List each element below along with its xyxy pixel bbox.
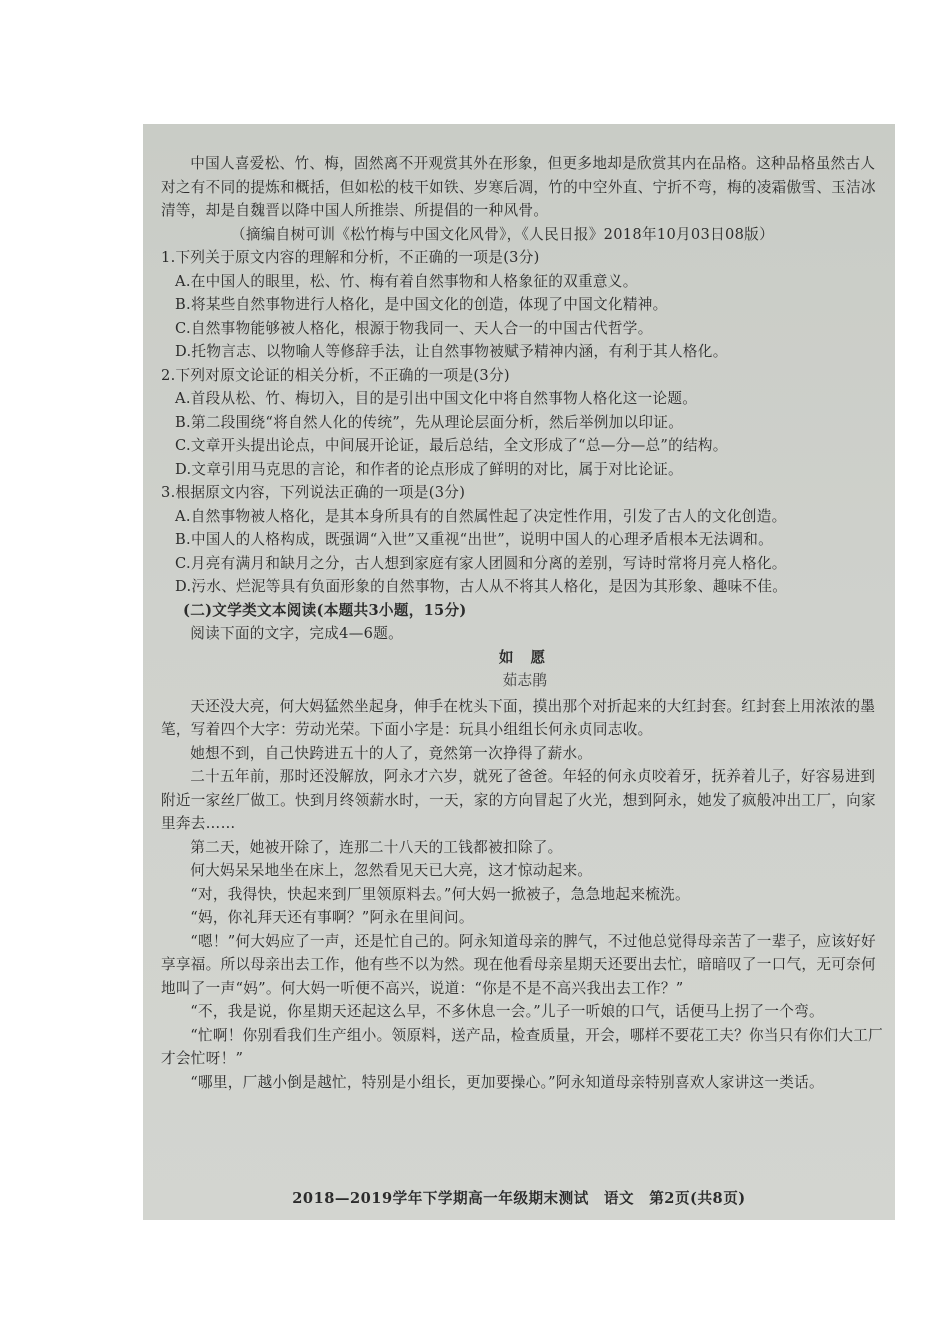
page-footer: 2018—2019学年下学期高一年级期末测试 语文 第2页(共8页) bbox=[292, 1190, 746, 1207]
question-1-option-b: B.将某些自然事物进行人格化，是中国文化的创造，体现了中国文化精神。 bbox=[175, 296, 668, 313]
passage-paragraph: 中国人喜爱松、竹、梅，固然离不开观赏其外在形象，但更多地却是欣赏其内在品格。这种品格虽然古人对之有不同的提炼和概括，但如松的枝干如铁、岁寒后凋，竹的中空外直、宁折不弯，梅的凌霜傲雪、玉洁冰清等，却是自魏晋以降中国人所推崇、所提倡的一种风骨。 bbox=[161, 155, 876, 219]
question-3-option-b: B.中国人的人格构成，既强调“入世”又重视“出世”，说明中国人的心理矛盾根本无法调和。 bbox=[175, 531, 774, 548]
story-paragraph: “妈，你礼拜天还有事啊？”阿永在里间问。 bbox=[190, 909, 474, 926]
story-paragraph: 何大妈呆呆地坐在床上，忽然看见天已大亮，这才惊动起来。 bbox=[190, 862, 593, 879]
question-2-option-d: D.文章引用马克思的言论，和作者的论点形成了鲜明的对比，属于对比论证。 bbox=[175, 460, 683, 478]
passage-source: （摘编自树可训《松竹梅与中国文化风骨》，《人民日报》2018年10月03日08版） bbox=[231, 225, 774, 243]
question-2-option-a: A.首段从松、竹、梅切入，目的是引出中国文化中将自然事物人格化这一论题。 bbox=[175, 390, 698, 407]
story-paragraph: “哪里，厂越小倒是越忙，特别是小组长，更加要操心。”阿永知道母亲特别喜欢人家讲这一类话。 bbox=[190, 1073, 824, 1091]
story-paragraph: 天还没大亮，何大妈猛然坐起身，伸手在枕头下面，摸出那个对折起来的大红封套。红封套上用浓浓的墨笔，写着四个大字：劳动光荣。下面小字是：玩具小组组长何永贞同志收。 bbox=[161, 697, 876, 738]
story-paragraph: 二十五年前，那时还没解放，阿永才六岁，就死了爸爸。年轻的何永贞咬着牙，抚养着儿子，好容易进到附近一家丝厂做工。快到月终领薪水时，一天，家的方向冒起了火光，想到阿永，她发了疯般冲出工厂，向家里奔去…… bbox=[161, 768, 876, 832]
story-body bbox=[161, 695, 889, 1095]
question-2-stem: 2.下列对原文论证的相关分析，不正确的一项是(3分) bbox=[161, 366, 510, 384]
story-paragraph: “不，我是说，你星期天还起这么早，不多休息一会。”儿子一听娘的口气，话便马上拐了一个弯。 bbox=[190, 1003, 824, 1020]
story-paragraph: “忙啊！你别看我们生产组小。领原料，送产品，检查质量，开会，哪样不要花工夫？你当只有你们大工厂才会忙呀！” bbox=[161, 1026, 884, 1067]
question-3-stem: 3.根据原文内容，下列说法正确的一项是(3分) bbox=[161, 484, 466, 501]
question-1-option-c: C.自然事物能够被人格化，根源于物我同一、天人合一的中国古代哲学。 bbox=[175, 319, 653, 337]
section-instruction: 阅读下面的文字，完成4—6题。 bbox=[190, 625, 403, 642]
question-3-option-d: D.污水、烂泥等具有负面形象的自然事物，古人从不将其人格化，是因为其形象、趣味不佳。 bbox=[175, 578, 788, 595]
section-heading: (二)文学类文本阅读(本题共3小题，15分) bbox=[183, 601, 467, 619]
scanned-page-photo bbox=[143, 124, 895, 1220]
page-content bbox=[161, 152, 889, 1094]
question-1-option-d: D.托物言志、以物喻人等修辞手法，让自然事物被赋予精神内涵，有利于其人格化。 bbox=[175, 343, 728, 360]
question-3-option-a: A.自然事物被人格化，是其本身所具有的自然属性起了决定性作用，引发了古人的文化创造。 bbox=[175, 507, 787, 525]
story-title: 如 愿 bbox=[498, 648, 552, 666]
question-1-stem: 1.下列关于原文内容的理解和分析，不正确的一项是(3分) bbox=[161, 249, 540, 266]
question-2-option-b: B.第二段围绕“将自然人化的传统”，先从理论层面分析，然后举例加以印证。 bbox=[175, 413, 684, 431]
question-1-option-a: A.在中国人的眼里，松、竹、梅有着自然事物和人格象征的双重意义。 bbox=[175, 272, 638, 290]
story-paragraph: 她想不到，自己快跨进五十的人了，竟然第一次挣得了薪水。 bbox=[190, 744, 593, 762]
question-3-option-c: C.月亮有满月和缺月之分，古人想到家庭有家人团圆和分离的差别，写诗时常将月亮人格化。 bbox=[175, 554, 787, 572]
story-paragraph: 第二天，她被开除了，连那二十八天的工钱都被扣除了。 bbox=[190, 838, 563, 856]
story-paragraph: “对，我得快，快起来到厂里领原料去。”何大妈一掀被子，急急地起来梳洗。 bbox=[190, 885, 690, 903]
story-paragraph: “嗯！”何大妈应了一声，还是忙自己的。阿永知道母亲的脾气，不过他总觉得母亲苦了一辈子，应该好好享享福。所以母亲出去工作，他有些不以为然。现在他看母亲星期天还要出去忙，暗暗叹了一口气，无可奈何地叫了一声“妈”。何大妈一听便不高兴，说道：“你是不是不高兴我出去工作？” bbox=[161, 932, 876, 997]
story-author: 茹志鹃 bbox=[502, 672, 548, 689]
question-2-option-c: C.文章开头提出论点，中间展开论证，最后总结，全文形成了“总—分—总”的结构。 bbox=[175, 437, 728, 454]
